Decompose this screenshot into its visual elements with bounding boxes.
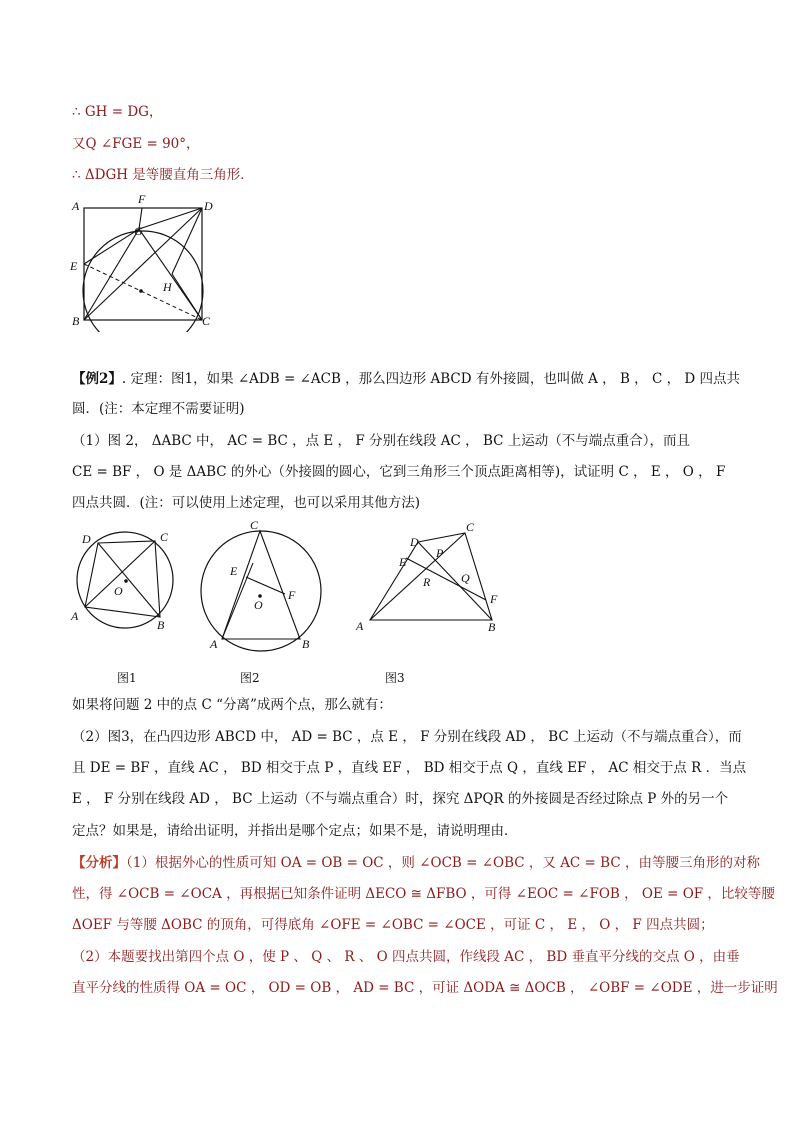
f3-label-F: F <box>490 592 498 606</box>
f1-label-A: A <box>71 609 79 623</box>
label-C: C <box>202 314 211 328</box>
label-G: G <box>134 224 143 238</box>
f3-label-E: E <box>399 555 407 569</box>
body-line-4: E ， F 分别在线段 AD ， BC 上运动（不与端点重合）时，探究 ΔPQR 的外接圆是否经过除点 P 外的另一个 <box>72 791 729 807</box>
analysis-line-1: 【分析】（1）根据外心的性质可知 OA = OB = OC ，则 ∠OCB = ∠OBC ，又 AC = BC ，由等腰三角形的对称 <box>72 855 760 871</box>
f3-label-D: D <box>410 535 419 549</box>
example-line-5: 四点共圆．(注：可以使用上述定理，也可以采用其他方法) <box>72 495 421 511</box>
conclusion-line-3: ∴ ΔDGH 是等腰直角三角形． <box>72 167 254 183</box>
analysis-line-2: 性，得 ∠OCB = ∠OCA ，再根据已知条件证明 ΔECO ≅ ΔFBO ，可得 ∠EOC = ∠FOB ， OE = OF ，比较等腰 <box>72 886 775 902</box>
f2-label-A: A <box>210 637 218 651</box>
label-E: E <box>70 259 78 273</box>
label-H: H <box>163 280 172 294</box>
f2-label-B: B <box>302 637 310 651</box>
body-line-5: 定点？如果是，请给出证明，并指出是哪个定点；如果不是，请说明理由． <box>72 823 518 839</box>
conclusion-line-2: 又Q ∠FGE = 90°， <box>72 136 200 152</box>
example-line-3: （1）图 2， ΔABC 中， AC = BC ，点 E ， F 分别在线段 AC ， BC 上运动（不与端点重合），而且 <box>72 433 690 449</box>
caption-fig2: 图2 <box>240 671 260 685</box>
analysis-line-3: ΔOEF 与等腰 ΔOBC 的顶角，可得底角 ∠OFE = ∠OBC = ∠OCE ，可证 C ， E ， O ， F 四点共圆； <box>72 917 714 933</box>
analysis-line-4: （2）本题要找出第四个点 O ，使 P 、 Q 、 R 、 O 四点共圆，作线段 AC ， BD 垂直平分线的交点 O ，由垂 <box>72 949 740 965</box>
label-D: D <box>204 199 213 213</box>
f2-label-F: F <box>288 588 296 602</box>
f3-label-C: C <box>466 520 475 534</box>
f3-label-A: A <box>356 619 364 633</box>
figure-2 <box>198 517 328 652</box>
f1-label-C: C <box>160 530 169 544</box>
label-F: F <box>138 192 146 206</box>
f3-label-Q: Q <box>461 571 470 585</box>
conclusion-line-1: ∴ GH = DG， <box>72 104 163 120</box>
figure-square-circle <box>60 192 220 332</box>
f1-label-B: B <box>157 618 165 632</box>
f2-label-E: E <box>230 564 238 578</box>
example-line-1: 【例2】. 定理：图1，如果 ∠ADB = ∠ACB ，那么四边形 ABCD 有外接圆，也叫做 A ， B ， C ， D 四点共 <box>72 371 740 387</box>
f1-label-O: O <box>114 584 123 598</box>
f3-label-B: B <box>488 620 496 634</box>
analysis-line-5: 直平分线的性质得 OA = OC ， OD = OB ， AD = BC ，可证 ΔODA ≅ ΔOCB ， ∠OBF = ∠ODE ，进一步证明 <box>72 980 778 996</box>
label-B: B <box>72 314 80 328</box>
example-line-4: CE = BF ， O 是 ΔABC 的外心（外接圆的圆心，它到三角形三个顶点距离相等)，试证明 C ， E ， O ， F <box>72 464 726 480</box>
f3-label-R: R <box>423 575 431 589</box>
label-A: A <box>72 199 80 213</box>
figure-1 <box>68 525 180 635</box>
figure-3 <box>352 518 512 636</box>
caption-fig1: 图1 <box>117 671 137 685</box>
f2-label-O: O <box>254 598 263 612</box>
body-line-2: （2）图3，在凸四边形 ABCD 中， AD = BC ，点 E ， F 分别在线段 AD ， BC 上运动（不与端点重合），而 <box>72 729 742 745</box>
f1-label-D: D <box>82 532 91 546</box>
f2-label-C: C <box>250 518 259 532</box>
f3-label-P: P <box>436 546 444 560</box>
caption-fig3: 图3 <box>385 671 405 685</box>
body-line-3: 且 DE = BF ，直线 AC ， BD 相交于点 P ，直线 EF ， BD 相交于点 Q ，直线 EF ， AC 相交于点 R ．当点 <box>72 760 747 776</box>
body-line-1: 如果将问题 2 中的点 C “分离”成两个点，那么就有： <box>72 697 392 713</box>
example-line-2: 圆．(注：本定理不需要证明) <box>72 401 245 417</box>
